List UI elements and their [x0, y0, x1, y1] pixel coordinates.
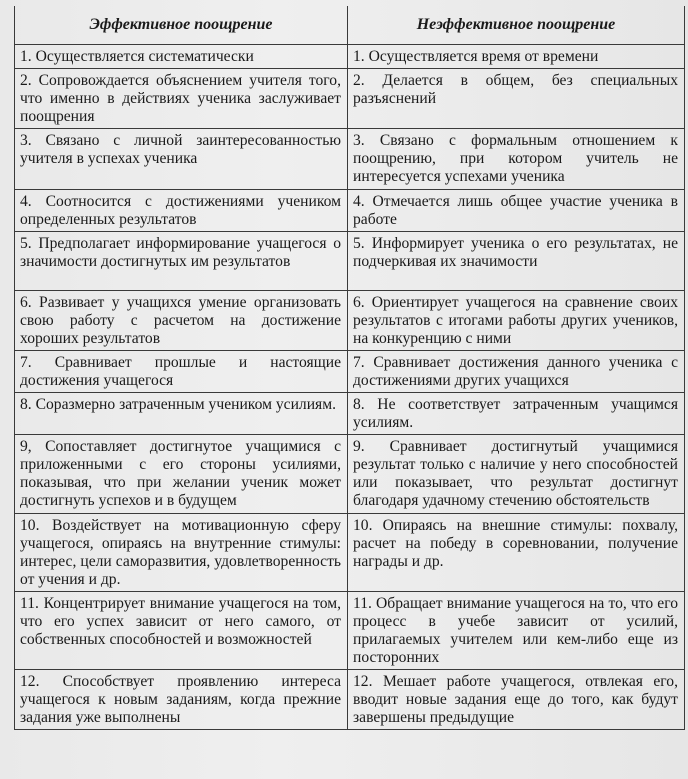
ineffective-cell: 12. Мешает работе учащегося, отвлекая его, вводит новые задания еще до того, как будут завершены предыдущие	[348, 670, 685, 730]
comparison-table	[14, 6, 685, 730]
ineffective-cell: 2. Делается в общем, без специальных разъяснений	[348, 69, 685, 129]
table-row	[15, 670, 685, 730]
effective-cell: 11. Концентрирует внимание учащегося на том, что его успех зависит от него самого, от собственных способностей и возможностей	[15, 592, 348, 670]
effective-cell: 9, Сопоставляет достигнутое учащимися с приложенными с его стороны усилиями, показывая, что при желании ученик может достигнуть успехов и в будущем	[15, 435, 348, 514]
ineffective-cell: 5. Информирует ученика о его результатах, не подчеркивая их значимости	[348, 232, 685, 291]
effective-cell: 5. Предполагает информирование учащегося о значимости достигнутых им результатов	[15, 232, 348, 291]
table-row	[15, 291, 685, 351]
header-row	[15, 6, 685, 45]
ineffective-cell: 8. Не соответствует затраченным учащимся усилиям.	[348, 393, 685, 435]
effective-cell: 6. Развивает у учащихся умение организовать свою работу с расчетом на достижение хороших результатов	[15, 291, 348, 351]
table-row	[15, 45, 685, 69]
table-row	[15, 69, 685, 129]
table-row	[15, 592, 685, 670]
effective-cell: 10. Воздействует на мотивационную сферу учащегося, опираясь на внутренние стимулы: интерес, цели саморазвития, удовлетворенность от учения и др.	[15, 514, 348, 592]
table-row	[15, 232, 685, 291]
ineffective-cell: 3. Связано с формальным отношением к поощрению, при котором учитель не интересуется успехами ученика	[348, 129, 685, 190]
ineffective-cell: 7. Сравнивает достижения данного ученика с достижениями других учащихся	[348, 351, 685, 393]
ineffective-cell: 6. Ориентирует учащегося на сравнение своих результатов с итогами работы других учеников, на конкуренцию с ними	[348, 291, 685, 351]
effective-cell: 1. Осуществляется систематически	[15, 45, 348, 69]
effective-cell: 8. Соразмерно затраченным учеником усилиям.	[15, 393, 348, 435]
effective-cell: 2. Сопровождается объяснением учителя того, что именно в действиях ученика заслуживает поощрения	[15, 69, 348, 129]
table-row	[15, 129, 685, 190]
table-row	[15, 351, 685, 393]
table-row	[15, 393, 685, 435]
header-ineffective: Неэффективное поощрение	[348, 6, 685, 45]
ineffective-cell: 9. Сравнивает достигнутый учащимися результат только с наличие у него способностей или показывает, что результат достигнут благодаря удачному стечению обстоятельств	[348, 435, 685, 514]
header-effective: Эффективное поощрение	[15, 6, 348, 45]
table-row	[15, 190, 685, 232]
table-row	[15, 514, 685, 592]
ineffective-cell: 11. Обращает внимание учащегося на то, что его процесс в учебе зависит от усилий, прилагаемых учителем или кем-либо еще из посторонних	[348, 592, 685, 670]
ineffective-cell: 1. Осуществляется время от времени	[348, 45, 685, 69]
effective-cell: 3. Связано с личной заинтересованностью учителя в успехах ученика	[15, 129, 348, 190]
ineffective-cell: 4. Отмечается лишь общее участие ученика в работе	[348, 190, 685, 232]
effective-cell: 7. Сравнивает прошлые и настоящие достижения учащегося	[15, 351, 348, 393]
effective-cell: 4. Соотносится с достижениями учеником определенных результатов	[15, 190, 348, 232]
table-row	[15, 435, 685, 514]
effective-cell: 12. Способствует проявлению интереса учащегося к новым заданиям, когда прежние задания уже выполнены	[15, 670, 348, 730]
ineffective-cell: 10. Опираясь на внешние стимулы: похвалу, расчет на победу в соревновании, получение награды и др.	[348, 514, 685, 592]
